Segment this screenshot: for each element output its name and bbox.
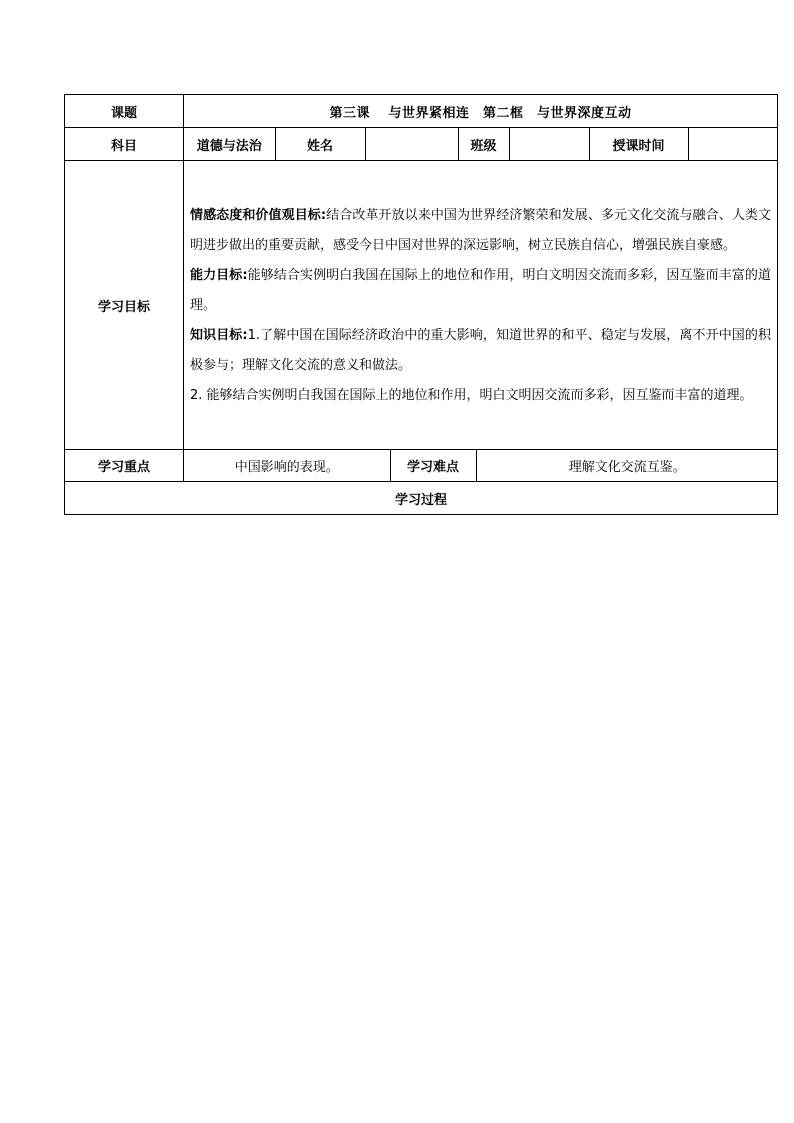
knowledge-goal bbox=[190, 321, 771, 381]
class-label: 班级 bbox=[458, 128, 509, 160]
subject-value: 道德与法治 bbox=[196, 138, 262, 154]
focus-cells bbox=[184, 450, 778, 482]
emotion-goal bbox=[190, 201, 771, 261]
topic-row bbox=[65, 95, 778, 128]
name-value[interactable] bbox=[365, 128, 458, 160]
ability-goal-key: 能力目标: bbox=[190, 268, 248, 283]
difficulty-label: 学习难点 bbox=[390, 450, 476, 481]
goals-label: 学习目标 bbox=[65, 161, 184, 450]
subject-label: 科目 bbox=[65, 128, 184, 161]
difficulty-value: 理解文化交流互鉴。 bbox=[476, 450, 778, 481]
knowledge-goal-2: 2. 能够结合实例明白我国在国际上的地位和作用，明白文明因交流而多彩，因互鉴而丰富的道理。 bbox=[190, 388, 753, 403]
topic-value: 第三课 与世界紧相连 第二框 与世界深度互动 bbox=[184, 95, 778, 128]
name-label: 姓名 bbox=[275, 128, 365, 160]
knowledge-goal-text: 1.了解中国在国际经济政治中的重大影响，知道世界的和平、稳定与发展，离不开中国的积极参与；理解文化交流的意义和做法。 bbox=[190, 328, 771, 373]
process-label: 学习过程 bbox=[65, 482, 778, 515]
focus-inner-table bbox=[184, 450, 778, 481]
time-label: 授课时间 bbox=[589, 128, 688, 160]
info-cells bbox=[184, 128, 778, 161]
time-value[interactable] bbox=[688, 128, 778, 160]
focus-row bbox=[65, 450, 778, 482]
lesson-plan-table bbox=[64, 94, 778, 515]
emotion-goal-text: 结合改革开放以来中国为世界经济繁荣和发展、多元文化交流与融合、人类文明进步做出的重要贡献，感受今日中国对世界的深远影响，树立民族自信心，增强民族自豪感。 bbox=[190, 208, 771, 253]
goals-content bbox=[184, 161, 778, 450]
info-row bbox=[65, 128, 778, 161]
knowledge-goal-key: 知识目标: bbox=[190, 328, 248, 343]
ability-goal-text: 能够结合实例明白我国在国际上的地位和作用，明白文明因交流而多彩，因互鉴而丰富的道理。 bbox=[190, 268, 771, 313]
info-inner-table bbox=[184, 128, 778, 160]
class-value[interactable] bbox=[509, 128, 589, 160]
goals-row bbox=[65, 161, 778, 450]
topic-label: 课题 bbox=[65, 95, 184, 128]
process-row bbox=[65, 482, 778, 515]
key-point-value: 中国影响的表现。 bbox=[234, 460, 339, 475]
key-point-label: 学习重点 bbox=[65, 450, 184, 482]
emotion-goal-key: 情感态度和价值观目标: bbox=[190, 208, 327, 223]
ability-goal bbox=[190, 261, 771, 321]
lesson-plan-sheet bbox=[64, 94, 777, 515]
